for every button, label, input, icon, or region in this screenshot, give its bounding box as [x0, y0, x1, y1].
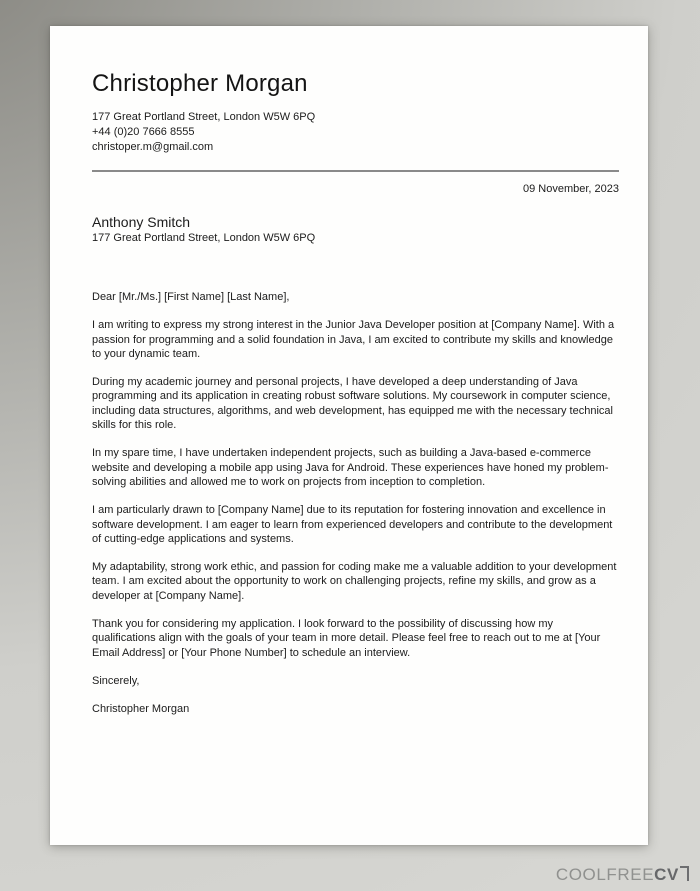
letter-body	[92, 318, 619, 660]
coolfreecv-logo-text-regular: COOLFREE	[555, 865, 655, 884]
sender-name: Christopher Morgan	[92, 70, 308, 97]
recipient-block	[92, 214, 619, 246]
recipient-address: 177 Great Portland Street, London W5W 6PQ	[92, 232, 316, 244]
sender-email: christoper.m@gmail.com	[92, 141, 214, 153]
letter-paragraph: I am particularly drawn to [Company Name] due to its reputation for fostering innovation and excellence in software development. I am eager to learn from experienced developers and contribute to the development of cutting-edge applications and systems.	[92, 504, 613, 545]
sender-address: 177 Great Portland Street, London W5W 6PQ	[92, 111, 316, 123]
letter-date: 09 November, 2023	[522, 183, 619, 195]
divider	[92, 170, 619, 172]
coolfreecv-logo	[556, 865, 689, 885]
coolfreecv-logo-text-bold: CV	[654, 865, 679, 884]
letter-paragraph: My adaptability, strong work ethic, and passion for coding make me a valuable addition to your development team. I am excited about the opportunity to work on challenging projects, refine my skills, and grow as a developer at [Company Name].	[92, 561, 617, 602]
salutation: Dear [Mr./Ms.] [First Name] [Last Name],	[92, 291, 290, 303]
letter-paragraph: In my spare time, I have undertaken independent projects, such as building a Java-based e-commerce website and developing a mobile app using Java for Android. These experiences have honed my problem-solving abilities and allowed me to work on projects from inception to completion.	[92, 447, 609, 488]
letter-paragraph: During my academic journey and personal projects, I have developed a deep understanding of Java programming and its application in creating robust software solutions. My coursework in computer science, including data structures, algorithms, and web development, has equipped me with the necessary technical skills for this role.	[92, 376, 613, 432]
recipient-name: Anthony Smitch	[92, 214, 191, 230]
letter-paragraph: I am writing to express my strong interest in the Junior Java Developer position at [Company Name]. With a passion for programming and a solid foundation in Java, I am excited to contribute my skills and knowledge to your dynamic team.	[92, 319, 615, 360]
sender-details	[92, 110, 619, 155]
letter-paragraph: Thank you for considering my application. I look forward to the possibility of discussing how my qualifications align with the goals of your team in more detail. Please feel free to reach out to me at [Your Email Address] or [Your Phone Number] to schedule an interview.	[92, 618, 601, 659]
closing: Sincerely,	[92, 674, 140, 687]
letter-page	[50, 26, 648, 845]
sender-phone: +44 (0)20 7666 8555	[92, 126, 195, 138]
signature-name: Christopher Morgan	[92, 703, 190, 716]
corner-bracket-icon	[680, 866, 689, 881]
